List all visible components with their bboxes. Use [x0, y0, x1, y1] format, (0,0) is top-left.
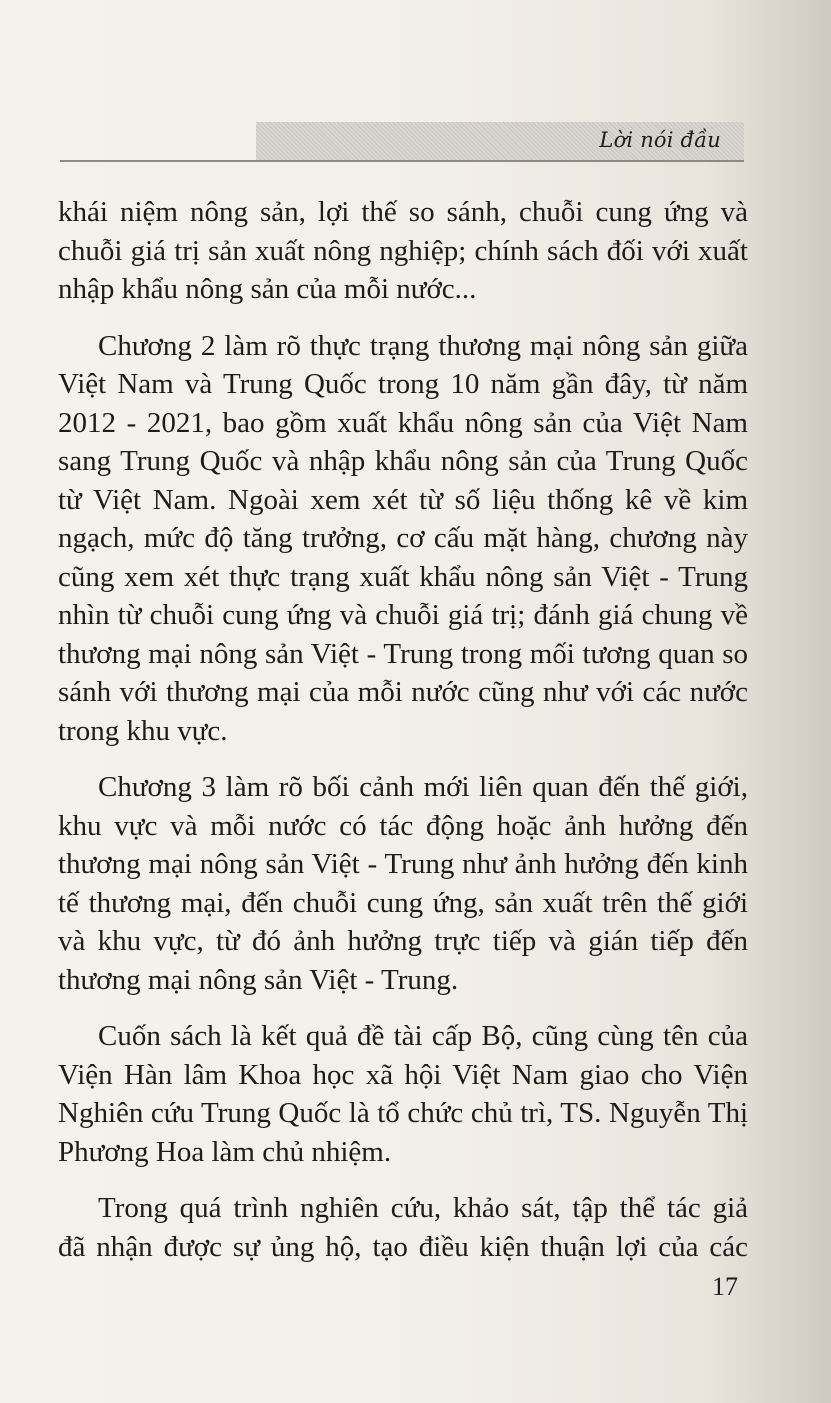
- text-line: 2012 - 2021, bao gồm xuất khẩu nông sản của Việt Nam: [58, 406, 748, 439]
- text-line: Việt Nam và Trung Quốc trong 10 năm gần đây, từ năm: [58, 368, 748, 400]
- text-line: thương mại nông sản Việt - Trung như ảnh hưởng đến kinh: [58, 848, 748, 880]
- text-line: đã nhận được sự ủng hộ, tạo điều kiện thuận lợi của các: [58, 1230, 748, 1263]
- page-number: 17: [712, 1272, 738, 1301]
- text-line: Viện Hàn lâm Khoa học xã hội Việt Nam giao cho Viện: [58, 1058, 748, 1091]
- text-line: Chương 2 làm rõ thực trạng thương mại nông sản giữa: [98, 329, 748, 362]
- text-line: chuỗi giá trị sản xuất nông nghiệp; chính sách đối với xuất: [58, 234, 748, 267]
- text-line: Chương 3 làm rõ bối cảnh mới liên quan đến thế giới,: [98, 771, 748, 803]
- text-line: Nghiên cứu Trung Quốc là tổ chức chủ trì, TS. Nguyễn Thị: [58, 1097, 748, 1129]
- text-line: ngạch, mức độ tăng trưởng, cơ cấu mặt hàng, chương này: [58, 522, 748, 554]
- body-text: [58, 193, 748, 1284]
- text-line: và khu vực, từ đó ảnh hưởng trực tiếp và gián tiếp đến: [58, 925, 748, 957]
- text-line: Cuốn sách là kết quả đề tài cấp Bộ, cũng cùng tên của: [98, 1020, 748, 1052]
- text-line: khái niệm nông sản, lợi thế so sánh, chuỗi cung ứng và: [58, 196, 748, 228]
- text-line: trong khu vực.: [58, 714, 228, 747]
- text-line: cũng xem xét thực trạng xuất khẩu nông sản Việt - Trung: [58, 560, 748, 593]
- text-line: sánh với thương mại của mỗi nước cũng như với các nước: [58, 676, 748, 708]
- text-line: thương mại nông sản Việt - Trung trong mối tương quan so: [58, 637, 748, 670]
- paragraph-4: [58, 1017, 748, 1171]
- text-line: từ Việt Nam. Ngoài xem xét từ số liệu thống kê về kim: [58, 483, 748, 516]
- text-line: Trong quá trình nghiên cứu, khảo sát, tập thể tác giả: [98, 1192, 748, 1224]
- text-line: thương mại nông sản Việt - Trung.: [58, 963, 459, 996]
- paragraph-1: [58, 193, 748, 309]
- paragraph-5: [58, 1189, 748, 1266]
- paragraph-3: [58, 768, 748, 999]
- running-header-title: Lời nói đầu: [599, 128, 721, 152]
- text-line: tế thương mại, đến chuỗi cung ứng, sản xuất trên thế giới: [58, 886, 748, 919]
- text-line: khu vực và mỗi nước có tác động hoặc ảnh hưởng đến: [58, 809, 748, 842]
- text-line: nhập khẩu nông sản của mỗi nước...: [58, 273, 477, 305]
- paragraph-2: [58, 327, 748, 751]
- text-line: sang Trung Quốc và nhập khẩu nông sản của Trung Quốc: [58, 445, 748, 477]
- text-line: Phương Hoa làm chủ nhiệm.: [58, 1135, 392, 1168]
- text-line: nhìn từ chuỗi cung ứng và chuỗi giá trị; đánh giá chung về: [58, 599, 748, 631]
- header-rule: [60, 160, 744, 162]
